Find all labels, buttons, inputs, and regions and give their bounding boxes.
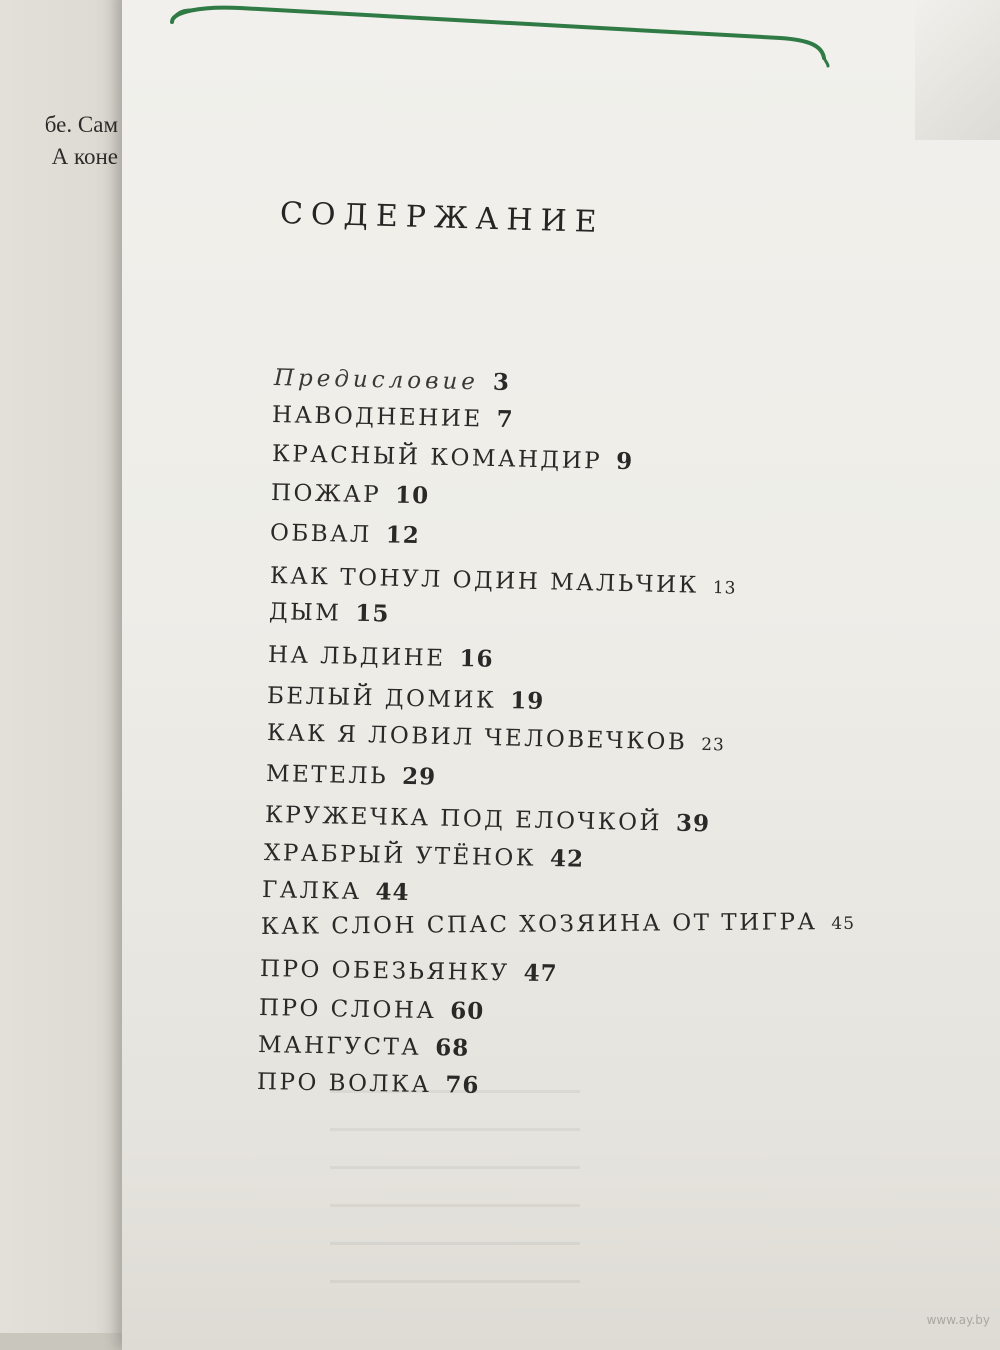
toc-entry-page: 47	[523, 959, 558, 988]
toc-entry	[259, 994, 485, 1025]
toc-entry-label: МЕТЕЛЬ	[265, 761, 389, 790]
toc-entry-page: 39	[675, 809, 711, 838]
toc-entry-page: 44	[375, 878, 410, 907]
toc-entry-label: ХРАБРЫЙ УТЁНОК	[263, 840, 537, 872]
toc-entry	[268, 641, 494, 673]
toc-entry	[262, 876, 410, 906]
toc-entry-page: 9	[615, 447, 634, 476]
toc-entry-label: КРАСНЫЙ КОМАНДИР	[271, 441, 603, 475]
toc-entry-label: БЕЛЫЙ ДОМИК	[266, 683, 497, 714]
toc-entry-label: ГАЛКА	[261, 877, 362, 906]
page-fold-shadow	[915, 0, 1000, 140]
toc-entry-page: 42	[549, 844, 585, 873]
toc-entry-page: 10	[394, 481, 430, 510]
toc-entry-label: МАНГУСТА	[257, 1032, 422, 1061]
toc-entry-label: КАК ТОНУЛ ОДИН МАЛЬЧИК	[269, 563, 700, 599]
toc-entry	[260, 955, 558, 987]
left-page-line: бе. Сам	[44, 112, 118, 137]
toc-entry-label: ПРО СЛОНА	[258, 995, 437, 1025]
toc-entry-page: 16	[459, 645, 494, 673]
toc-entry-label: ОБВАЛ	[269, 520, 373, 549]
toc-entry	[258, 1031, 470, 1062]
toc-entry-page: 13	[712, 578, 737, 599]
toc-entry-label: ПРО ОБЕЗЬЯНКУ	[259, 956, 510, 987]
toc-entry-page: 3	[492, 368, 511, 396]
toc-entry-page: 60	[450, 997, 485, 1025]
toc-entry-page: 45	[831, 913, 856, 935]
toc-entry-label: ДЫМ	[268, 599, 342, 627]
show-through-text	[330, 1090, 580, 1290]
toc-entry-page: 68	[434, 1034, 470, 1062]
toc-entry-page: 76	[445, 1071, 480, 1099]
toc-entry-label: КРУЖЕЧКА ПОД ЕЛОЧКОЙ	[264, 802, 663, 837]
toc-entry-page: 23	[700, 734, 726, 756]
toc-entry-label: КАК Я ЛОВИЛ ЧЕЛОВЕЧКОВ	[266, 720, 688, 756]
toc-entry-page: 29	[401, 762, 437, 791]
left-page	[0, 0, 135, 1333]
toc-title: СОДЕРЖАНИЕ	[279, 196, 606, 241]
toc-entry	[272, 401, 514, 433]
toc-entry	[271, 479, 430, 509]
toc-entry	[269, 598, 390, 628]
toc-entry-label: КАК СЛОН СПАС ХОЗЯИНА ОТ ТИГРА	[260, 909, 818, 940]
toc-entry-page: 19	[510, 687, 545, 715]
toc-entry	[267, 682, 545, 715]
watermark: www.ay.by	[926, 1313, 990, 1327]
toc-entry	[270, 519, 420, 549]
toc-entry	[261, 909, 855, 940]
toc-entry-page: 12	[385, 521, 421, 550]
toc-entry-page: 7	[496, 405, 514, 434]
ornament-rule-icon	[160, 0, 840, 80]
toc-entry	[266, 760, 437, 791]
toc-entry-label: НА ЛЬДИНЕ	[267, 642, 446, 672]
toc-entry-label: НАВОДНЕНИЕ	[271, 402, 483, 433]
toc-entry-label: ПРО ВОЛКА	[256, 1069, 432, 1099]
left-page-line: А коне	[51, 144, 118, 169]
toc-entry-page: 15	[355, 599, 390, 628]
toc-entry-label: Предисловие	[273, 365, 480, 396]
toc-entry-label: ПОЖАР	[270, 480, 382, 509]
toc-entry-preface	[274, 364, 510, 396]
